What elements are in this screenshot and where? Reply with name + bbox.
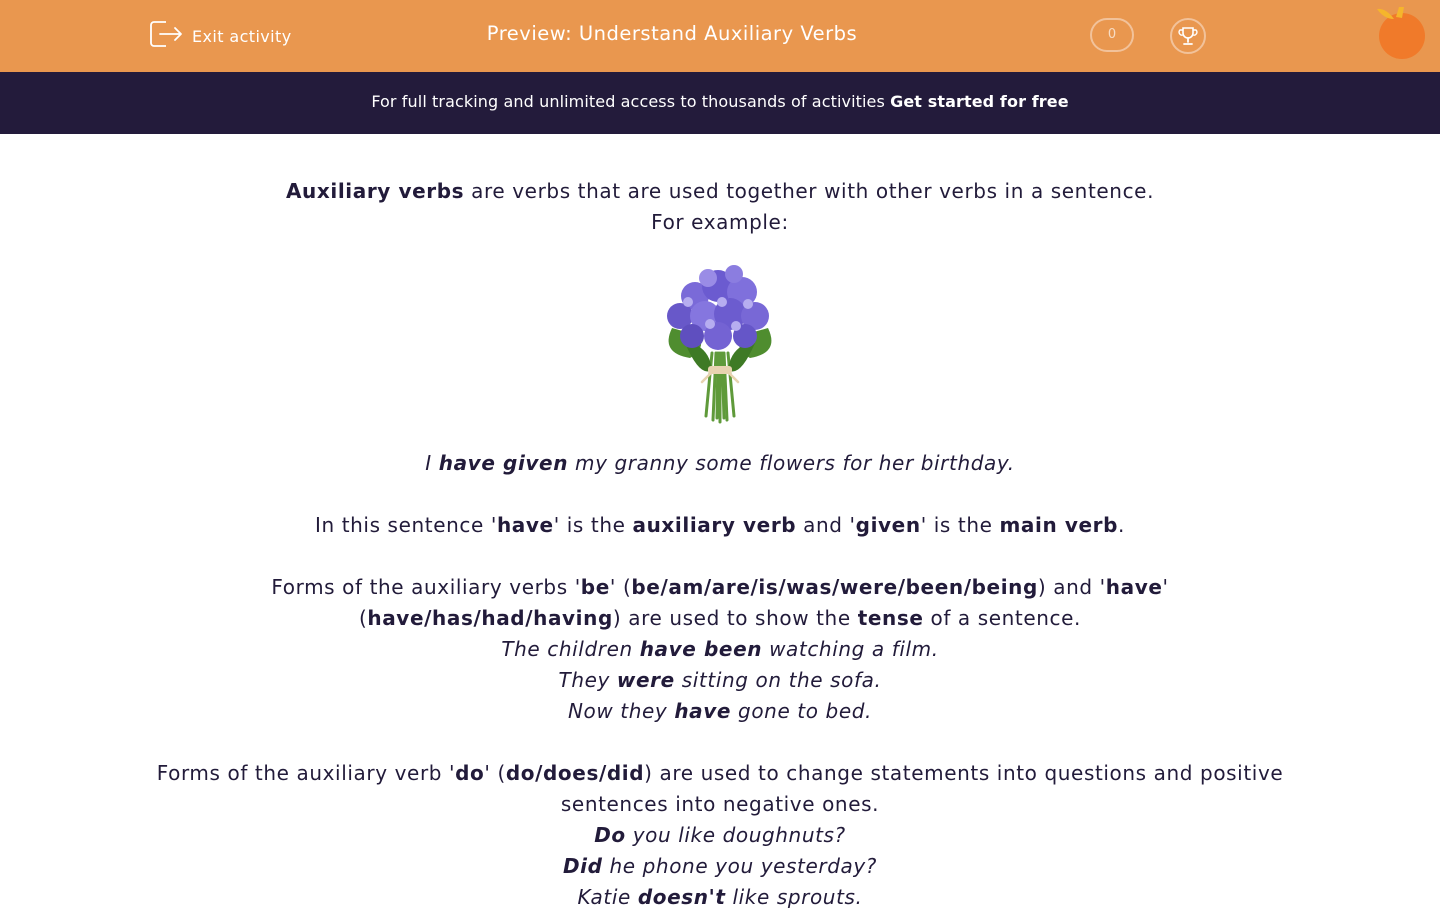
highlight: be [580,575,610,599]
text: ' [1162,575,1169,599]
lesson-content [120,176,1320,913]
text: ' is the [920,513,1000,537]
highlight: do/does/did [505,761,645,785]
highlight: have [496,513,554,537]
intro-paragraph [120,176,1320,207]
example-text: They [558,668,617,692]
tense-example-1 [120,634,1320,665]
example-text: I [425,451,439,475]
text: Forms of the auxiliary verb ' [156,761,456,785]
text: ' is the [553,513,633,537]
text: . [1118,513,1126,537]
highlight: given [855,513,921,537]
example-highlight: doesn't [637,885,726,909]
text: and ' [796,513,856,537]
highlight: have/has/had/having [367,606,613,630]
text: ' ( [609,575,632,599]
highlight: be/am/are/is/was/were/been/being [631,575,1038,599]
example-text: like sprouts. [725,885,863,909]
text: ) are used to change statements into questions and positive [644,761,1284,785]
do-example-3 [120,882,1320,913]
trophy-button[interactable] [1170,18,1206,54]
example-highlight: Did [562,854,603,878]
highlight: auxiliary verb [632,513,797,537]
explanation-paragraph [120,510,1320,541]
brand-logo-icon [1374,4,1430,60]
highlight: main verb [999,513,1119,537]
top-bar [0,0,1440,72]
highlight: do [455,761,485,785]
example-text: The children [501,637,640,661]
example-highlight: were [616,668,675,692]
tense-example-2 [120,665,1320,696]
example-text: watching a film. [762,637,939,661]
text: ' ( [484,761,506,785]
intro-text: are verbs that are used together with other verbs in a sentence. [464,179,1155,203]
text: Forms of the auxiliary verbs ' [271,575,581,599]
text: ) are used to show the [612,606,858,630]
example-highlight: have been [639,637,763,661]
text: In this sentence ' [314,513,497,537]
example-sentence-1 [120,448,1320,479]
example-text: he phone you yesterday? [602,854,878,878]
example-text: gone to bed. [731,699,872,723]
example-text: sitting on the sofa. [674,668,882,692]
flower-bouquet-image [650,258,790,428]
highlight: tense [857,606,924,630]
signup-banner [0,72,1440,134]
banner-text: For full tracking and unlimited access to thousands of activities [371,92,891,111]
example-text: Katie [577,885,638,909]
tense-example-3 [120,696,1320,727]
example-text: you like doughnuts? [625,823,846,847]
text: of a sentence. [923,606,1082,630]
example-highlight: have [674,699,732,723]
forms-do-paragraph [120,758,1320,820]
get-started-link[interactable]: Get started for free [890,92,1069,111]
highlight: have [1105,575,1163,599]
text: ( [358,606,368,630]
do-example-2 [120,851,1320,882]
do-example-1 [120,820,1320,851]
forms-be-paragraph [120,572,1320,634]
example-highlight: Do [594,823,626,847]
text: ) and ' [1037,575,1106,599]
example-text: Now they [568,699,675,723]
text: sentences into negative ones. [560,792,880,816]
score-badge: 0 [1090,18,1134,52]
example-highlight: have given [438,451,569,475]
exit-activity-label: Exit activity [192,26,292,46]
page-title: Preview: Understand Auxiliary Verbs [486,22,858,45]
example-text: my granny some flowers for her birthday. [568,451,1015,475]
trophy-icon [1177,25,1199,47]
for-example-label: For example: [651,210,789,234]
term-auxiliary-verbs: Auxiliary verbs [285,179,465,203]
